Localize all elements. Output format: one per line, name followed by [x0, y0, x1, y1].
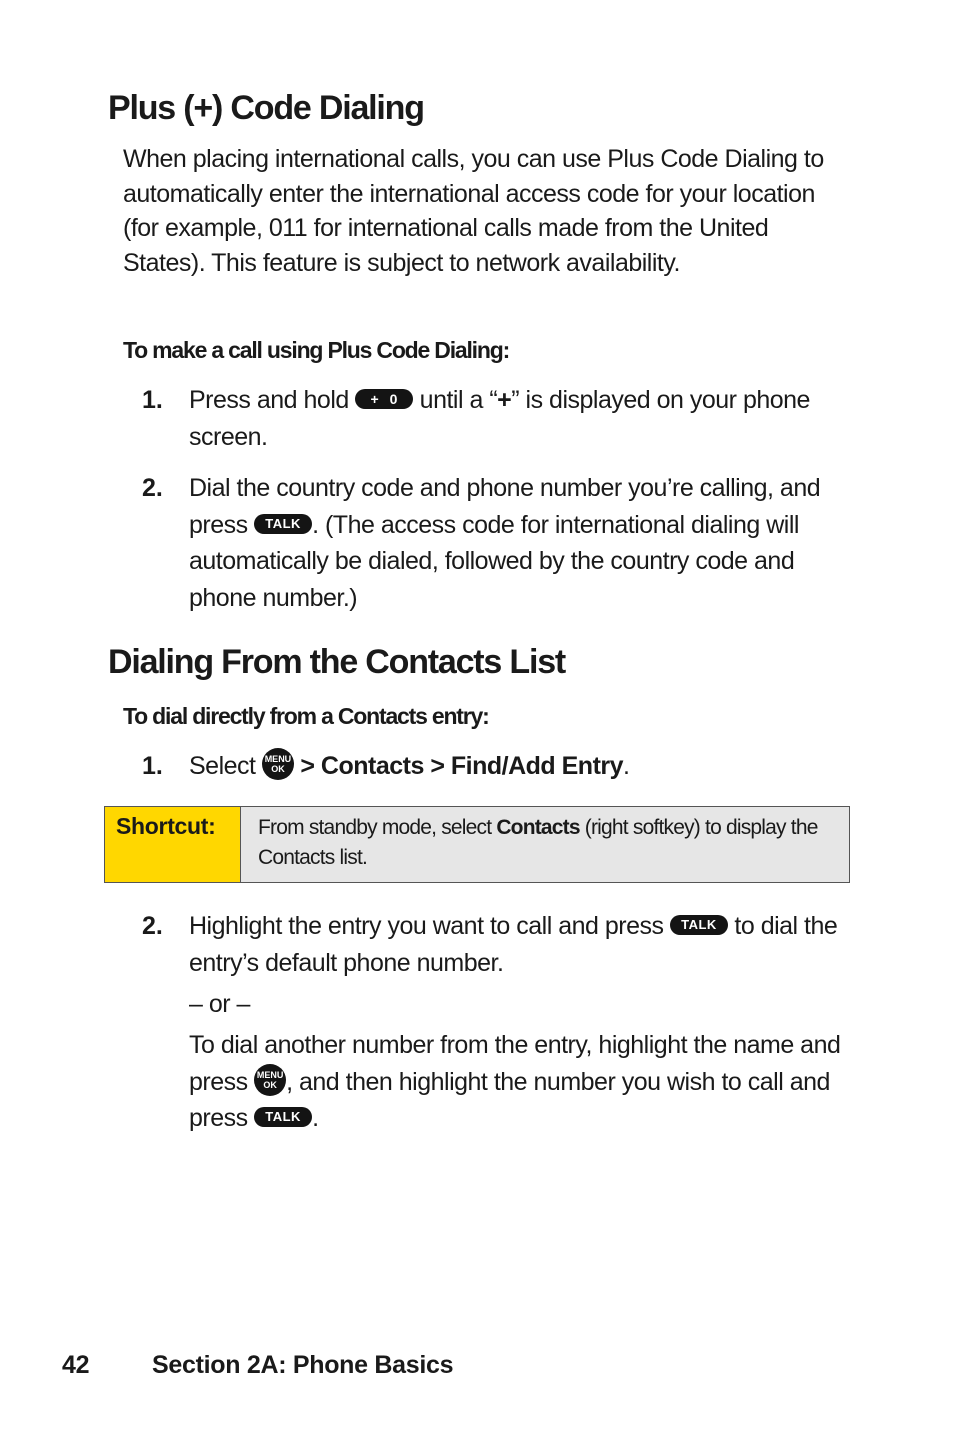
step-text-segment: to dial the entry’s default phone number.: [189, 912, 838, 977]
subheading-contacts: To dial directly from a Contacts entry:: [123, 703, 489, 729]
step-number: 2.: [142, 474, 163, 502]
menu-key-label: MENU: [264, 754, 292, 765]
page-number: 42: [62, 1351, 90, 1379]
shortcut-contacts-bold: Contacts: [496, 816, 580, 839]
step-text-segment: To dial another number from the entry, highlight the name and press: [189, 1031, 841, 1096]
step-number: 2.: [142, 912, 163, 940]
step-contacts-2: [189, 908, 854, 981]
step-contacts-1: [189, 748, 854, 785]
menu-ok-key-icon: [254, 1064, 286, 1096]
step-text-segment: Dial the country code and phone number you’re calling, and press: [189, 474, 821, 539]
section-title-dialing-from-contacts: Dialing From the Contacts List: [108, 643, 566, 681]
shortcut-label: Shortcut:: [105, 807, 241, 882]
footer-section-title: Section 2A: Phone Basics: [152, 1351, 454, 1379]
shortcut-text-segment: From standby mode, select: [258, 816, 497, 839]
step-number: 1.: [142, 386, 163, 414]
step-text-segment: , and then highlight the number you wish to call and press: [189, 1067, 830, 1132]
zero-plus-key-icon: + 0: [355, 389, 413, 409]
step-number: 1.: [142, 752, 163, 780]
shortcut-box: [104, 806, 850, 883]
menu-path: > Contacts > Find/Add Entry: [293, 752, 624, 780]
ok-key-label: OK: [263, 1079, 277, 1090]
step-text-segment: .: [312, 1104, 319, 1132]
menu-ok-key-icon: [262, 748, 294, 780]
section-title-plus-code-dialing: Plus (+) Code Dialing: [108, 89, 424, 127]
talk-key-icon: TALK: [670, 915, 728, 935]
step-contacts-2-alternative: [189, 1027, 854, 1137]
step-text-segment: ” is displayed on your phone screen.: [189, 386, 810, 451]
step-text-segment: Highlight the entry you want to call and press: [189, 912, 670, 940]
intro-paragraph: When placing international calls, you can use Plus Code Dialing to automatically enter the international access code for your location (for example, 011 for international calls made from the United States). This feature is subject to network availability.: [123, 145, 824, 277]
shortcut-text-segment: (right softkey) to display the Contacts list.: [258, 816, 818, 869]
shortcut-text: [241, 807, 849, 882]
step-plus-code-1: [189, 382, 854, 455]
menu-key-label: MENU: [256, 1069, 284, 1080]
or-separator: – or –: [189, 990, 250, 1018]
ok-key-label: OK: [271, 764, 285, 775]
plus-symbol: +: [497, 386, 512, 414]
step-text-segment: . (The access code for international dialing will automatically be dialed, followed by the country code and phone number.): [189, 510, 799, 612]
step-text-segment: .: [623, 752, 630, 780]
step-plus-code-2: [189, 470, 854, 616]
step-text-segment: Press and hold: [189, 386, 356, 414]
step-text-segment: Select: [189, 752, 262, 780]
talk-key-icon: TALK: [254, 514, 312, 534]
step-text-segment: until a “: [413, 386, 498, 414]
subheading-plus-code: To make a call using Plus Code Dialing:: [123, 337, 510, 363]
talk-key-icon: TALK: [254, 1107, 312, 1127]
